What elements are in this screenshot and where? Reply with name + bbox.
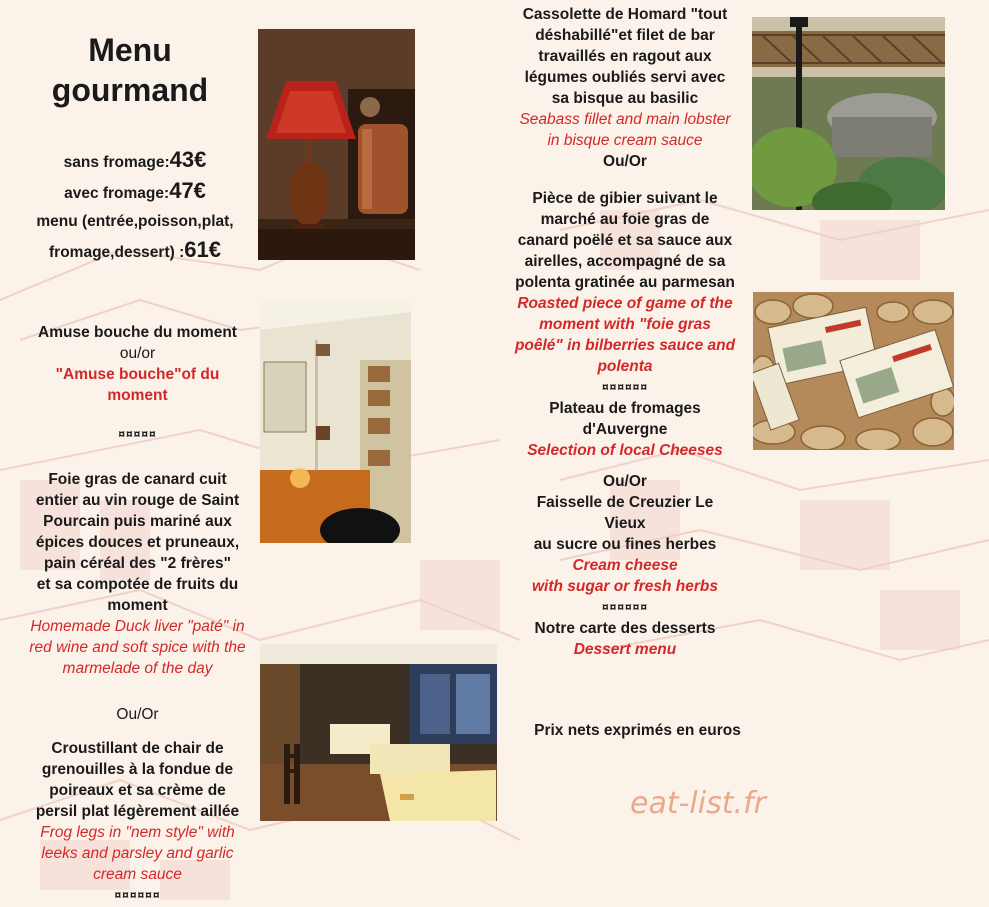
- gibier-en: polenta: [597, 358, 653, 375]
- amuse-bouche-title: Amuse bouche du moment: [38, 324, 237, 341]
- homard-en: in bisque cream sauce: [547, 132, 703, 149]
- prix-nets-note: Prix nets exprimés en euros: [534, 722, 741, 739]
- price-avec-fromage: avec fromage:47€: [64, 178, 206, 203]
- price-sans-fromage: sans fromage:43€: [63, 147, 207, 172]
- grenouilles-line: Croustillant de chair de: [51, 740, 224, 757]
- garden-photo: [752, 17, 945, 210]
- separator: ¤¤¤¤¤¤: [114, 888, 161, 902]
- foie-gras-line: pain céréal des "2 frères": [43, 555, 232, 572]
- gibier-en: poêlé" in bilberries sauce and: [514, 337, 736, 354]
- grenouilles-line: grenouilles à la fondue de: [41, 761, 234, 778]
- homard-line: légumes oubliés servi avec: [524, 69, 726, 86]
- gibier-en: Roasted piece of game of the: [517, 295, 733, 312]
- gibier-line: Pièce de gibier suivant le: [532, 190, 718, 207]
- faisselle-line: Vieux: [604, 515, 646, 532]
- dining-room-photo: [260, 644, 497, 821]
- price-list: [10, 146, 260, 267]
- ou-or-label: Ou/Or: [116, 706, 159, 723]
- foie-gras-en: marmelade of the day: [62, 660, 213, 677]
- homard-line: Cassolette de Homard "tout: [522, 6, 728, 23]
- desserts-title: Notre carte des desserts: [534, 620, 716, 637]
- desserts-en: Dessert menu: [573, 641, 677, 658]
- ou-or-label: Ou/Or: [603, 473, 647, 490]
- amuse-bouche-ouor: ou/or: [119, 345, 156, 362]
- title-line-1: Menu: [88, 32, 172, 68]
- foie-gras-block: [10, 469, 265, 679]
- gibier-block: [497, 188, 753, 461]
- grenouilles-line: poireaux et sa crème de: [49, 782, 226, 799]
- grenouilles-en: cream sauce: [93, 866, 182, 883]
- page-title: [20, 30, 240, 110]
- homard-line: déshabillé"et filet de bar: [535, 27, 715, 44]
- foie-gras-line: Pourcain puis mariné aux: [43, 513, 232, 530]
- foie-gras-line: entier au vin rouge de Saint: [35, 492, 240, 509]
- grenouilles-block: [10, 738, 265, 906]
- foie-gras-en: Homemade Duck liver "paté" in: [30, 618, 245, 635]
- fromages-line: d'Auvergne: [582, 421, 668, 438]
- separator: ¤¤¤¤¤¤: [601, 380, 649, 394]
- homard-line: travaillés en ragout aux: [538, 48, 712, 65]
- interior-photo: [260, 300, 411, 543]
- gibier-en: moment with "foie gras: [539, 316, 711, 333]
- homard-line: sa bisque au basilic: [551, 90, 699, 107]
- gibier-line: marché au foie gras de: [540, 211, 710, 228]
- foie-gras-line: moment: [107, 597, 168, 614]
- grenouilles-en: leeks and parsley and garlic: [41, 845, 234, 862]
- faisselle-line: au sucre ou fines herbes: [533, 536, 717, 553]
- ou-or-label: Ou/Or: [603, 153, 647, 170]
- gibier-line: airelles, accompagné de sa: [524, 253, 726, 270]
- separator: ¤¤¤¤¤¤: [601, 600, 649, 614]
- price-menu-line-1: menu (entrée,poisson,plat,: [36, 213, 234, 230]
- faisselle-block: [500, 471, 750, 660]
- foie-gras-line: Foie gras de canard cuit: [48, 471, 227, 488]
- faisselle-en: Cream cheese: [572, 557, 678, 574]
- foie-gras-line: et sa compotée de fruits du: [36, 576, 239, 593]
- faisselle-line: Faisselle de Creuzier Le: [536, 494, 714, 511]
- watermark-text: eat-list.fr: [630, 786, 766, 821]
- price-menu: fromage,dessert) :61€: [49, 237, 221, 262]
- separator: ¤¤¤¤¤: [118, 427, 157, 441]
- grenouilles-en: Frog legs in "nem style" with: [40, 824, 235, 841]
- homard-block: [500, 4, 750, 172]
- lamp-photo: [258, 29, 415, 260]
- gibier-line: polenta gratinée au parmesan: [515, 274, 735, 291]
- foie-gras-en: red wine and soft spice with the: [29, 639, 246, 656]
- gibier-line: canard poëlé et sa sauce aux: [517, 232, 733, 249]
- amuse-bouche-en-1: "Amuse bouche"of du: [55, 366, 220, 383]
- grenouilles-line: persil plat légèrement aillée: [35, 803, 240, 820]
- title-line-2: gourmand: [51, 72, 209, 108]
- wine-corks-photo: [753, 292, 954, 450]
- foie-gras-line: épices douces et pruneaux,: [35, 534, 240, 551]
- fromages-en: Selection of local Cheeses: [527, 442, 723, 459]
- amuse-bouche-block: [10, 322, 265, 406]
- amuse-bouche-en-2: moment: [107, 387, 168, 404]
- fromages-line: Plateau de fromages: [549, 400, 701, 417]
- faisselle-en: with sugar or fresh herbs: [531, 578, 719, 595]
- homard-en: Seabass fillet and main lobster: [519, 111, 731, 128]
